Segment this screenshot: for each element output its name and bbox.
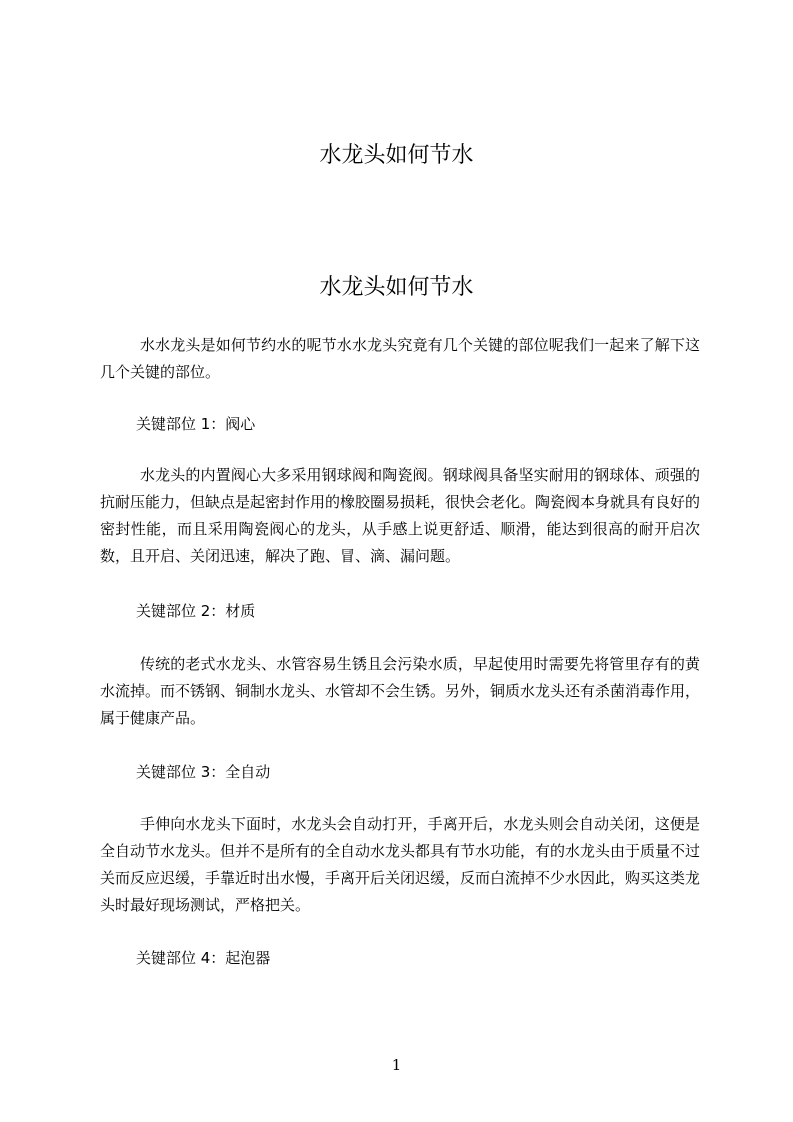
article-title: 水龙头如何节水 [319,275,474,300]
section-heading-3: 关键部位 3：全自动 [136,763,271,781]
section-body-1: 水龙头的内置阀心大多采用钢球阀和陶瓷阀。钢球阀具备坚实耐用的钢球体、顽强的抗耐压能力，但缺点是起密封作用的橡胶圈易损耗，很快会老化。陶瓷阀本身就具有良好的密封性能，而且采用陶瓷阀心的龙头，从手感上说更舒适、顺滑，能达到很高的耐开启次数，且开启、关闭迅速，解决了跑、冒、滴、漏问题。 [100,466,701,565]
section-body-2: 传统的老式水龙头、水管容易生锈且会污染水质，早起使用时需要先将管里存有的黄水流掉。而不锈钢、铜制水龙头、水管却不会生锈。另外，铜质水龙头还有杀菌消毒作用，属于健康产品。 [100,655,701,727]
page-number: 1 [391,1056,402,1074]
intro-paragraph: 水水龙头是如何节约水的呢节水水龙头究竟有几个关键的部位呢我们一起来了解下这几个关键的部位。 [100,336,700,381]
document-title: 水龙头如何节水 [319,143,474,168]
section-heading-2: 关键部位 2：材质 [136,602,256,620]
section-body-3: 手伸向水龙头下面时，水龙头会自动打开，手离开后，水龙头则会自动关闭，这便是全自动节水龙头。但并不是所有的全自动水龙头都具有节水功能，有的水龙头由于质量不过关而反应迟缓，手靠近时出水慢，手离开后关闭迟缓，反而白流掉不少水因此，购买这类龙头时最好现场测试，严格把关。 [100,815,701,914]
section-heading-4: 关键部位 4：起泡器 [136,949,271,967]
section-heading-1: 关键部位 1：阀心 [136,415,256,433]
